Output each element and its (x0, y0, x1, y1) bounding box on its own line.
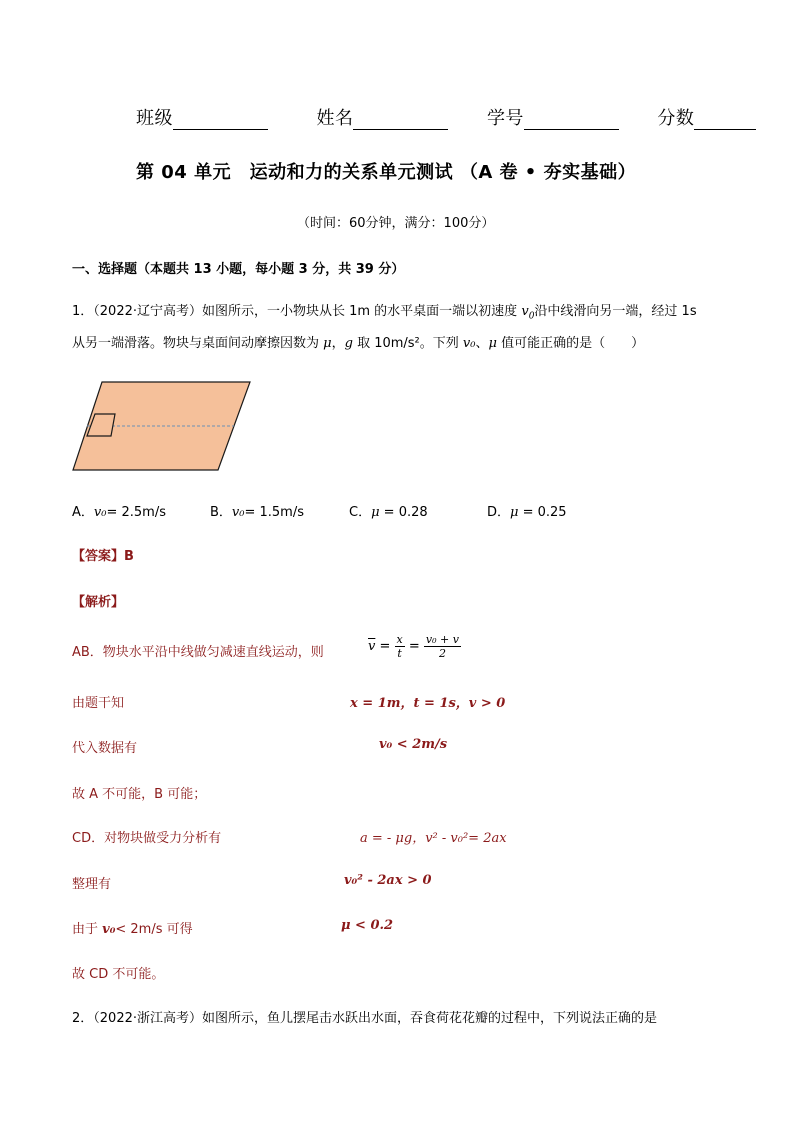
table-figure (70, 378, 255, 474)
student-id-blank (524, 109, 619, 130)
analysis-cd-text: CD．对物块做受力分析有 (72, 831, 222, 846)
frac1-denominator: t (397, 647, 402, 660)
organize-value: v₀² - 2ax > 0 (344, 873, 432, 888)
name-label: 姓名 (316, 108, 354, 129)
class-blank (173, 109, 268, 130)
mu-symbol: μ (323, 336, 332, 351)
mu-symbol-2: μ (488, 336, 497, 351)
q1-l2-b: ， (331, 336, 345, 351)
class-label: 班级 (136, 108, 173, 129)
section-title: 一、选择题（本题共 13 小题，每小题 3 分，共 39 分） (72, 262, 405, 277)
eq-sign-1: = (375, 639, 395, 654)
substitute-value: v₀ < 2m/s (379, 737, 448, 752)
option-c-letter: C． (349, 505, 372, 520)
v0-symbol (521, 304, 535, 322)
option-d-value: = 0.25 (518, 505, 567, 520)
v0-symbol-2: v₀ (462, 336, 476, 351)
since-label (72, 918, 193, 937)
q1-l2-d: 、 (475, 336, 489, 351)
score-blank (694, 109, 756, 130)
frac1-numerator: x (396, 633, 403, 646)
page-title: 第 04 单元 运动和力的关系单元测试 （A 卷 • 夯实基础） (136, 162, 637, 183)
conclusion-ab: 故 A 不可能，B 可能； (72, 787, 207, 802)
g-symbol: g (344, 336, 353, 351)
option-b-value: = 1.5m/s (244, 505, 304, 520)
fraction-v-avg (424, 633, 461, 660)
option-d-letter: D． (487, 505, 511, 520)
organize-label: 整理有 (72, 877, 112, 892)
v-subscript: 0 (528, 311, 535, 322)
option-a-letter: A． (72, 505, 94, 520)
option-b-var: v₀ (231, 505, 245, 520)
analysis-ab-text: AB．物块水平沿中线做匀减速直线运动，则 (72, 645, 324, 660)
option-b[interactable] (210, 501, 304, 520)
q1-l2-a: 从另一端滑落。物块与桌面间动摩擦因数为 (72, 336, 324, 351)
answer-value: B (124, 549, 134, 564)
option-a-value: = 2.5m/s (106, 505, 166, 520)
option-a[interactable] (72, 501, 166, 520)
known-label: 由题干知 (72, 696, 125, 711)
question-2-text: 2．（2022·浙江高考）如图所示，鱼儿摆尾击水跃出水面，吞食荷花花瓣的过程中，下列说法正确的是 (72, 1011, 657, 1026)
score-label: 分数 (657, 108, 695, 129)
frac2-denominator: 2 (438, 647, 446, 660)
option-c-value: = 0.28 (379, 505, 428, 520)
since-b: < 2m/s 可得 (115, 922, 193, 937)
option-d-var: μ (510, 505, 519, 520)
since-a: 由于 (72, 922, 103, 937)
option-c-var: μ (371, 505, 380, 520)
question-1-text-b: 沿中线滑向另一端，经过 1s (534, 304, 697, 319)
conclusion-cd: 故 CD 不可能。 (72, 967, 165, 982)
analysis-label: 【解析】 (72, 595, 125, 610)
fraction-x-over-t (395, 633, 405, 660)
option-c[interactable] (349, 501, 428, 520)
since-v0: v₀ (102, 922, 116, 937)
q1-l2-c: 取 10m/s²。下列 (352, 336, 463, 351)
average-velocity-formula (368, 633, 461, 660)
since-value: μ < 0.2 (341, 918, 394, 933)
header-info-line (136, 104, 756, 130)
answer-line (72, 545, 134, 564)
vbar-symbol: $\overline{v}$ (368, 639, 376, 654)
option-b-letter: B． (210, 505, 232, 520)
frac2-numerator: v₀ + v (425, 633, 459, 646)
substitute-label: 代入数据有 (72, 741, 138, 756)
q1-l2-e: 值可能正确的是（ ） (496, 336, 645, 351)
student-id-label: 学号 (486, 108, 524, 129)
question-1-text-a: 1．（2022·辽宁高考）如图所示，一小物块从长 1m 的水平桌面一端以初速度 (72, 304, 522, 319)
question-1-line-1 (72, 297, 697, 332)
v-var: v (521, 304, 529, 319)
cd-formula: a = - μg，v² - v₀²= 2ax (360, 831, 507, 846)
known-value: x = 1m，t = 1s，v > 0 (350, 696, 506, 711)
answer-label: 【答案】 (72, 549, 125, 564)
question-1-line-2 (72, 329, 644, 359)
option-a-var: v₀ (93, 505, 107, 520)
name-blank (353, 109, 448, 130)
option-d[interactable] (487, 501, 567, 520)
eq-sign-2: = (404, 639, 424, 654)
time-info: （时间：60分钟，满分：100分） (297, 216, 495, 231)
